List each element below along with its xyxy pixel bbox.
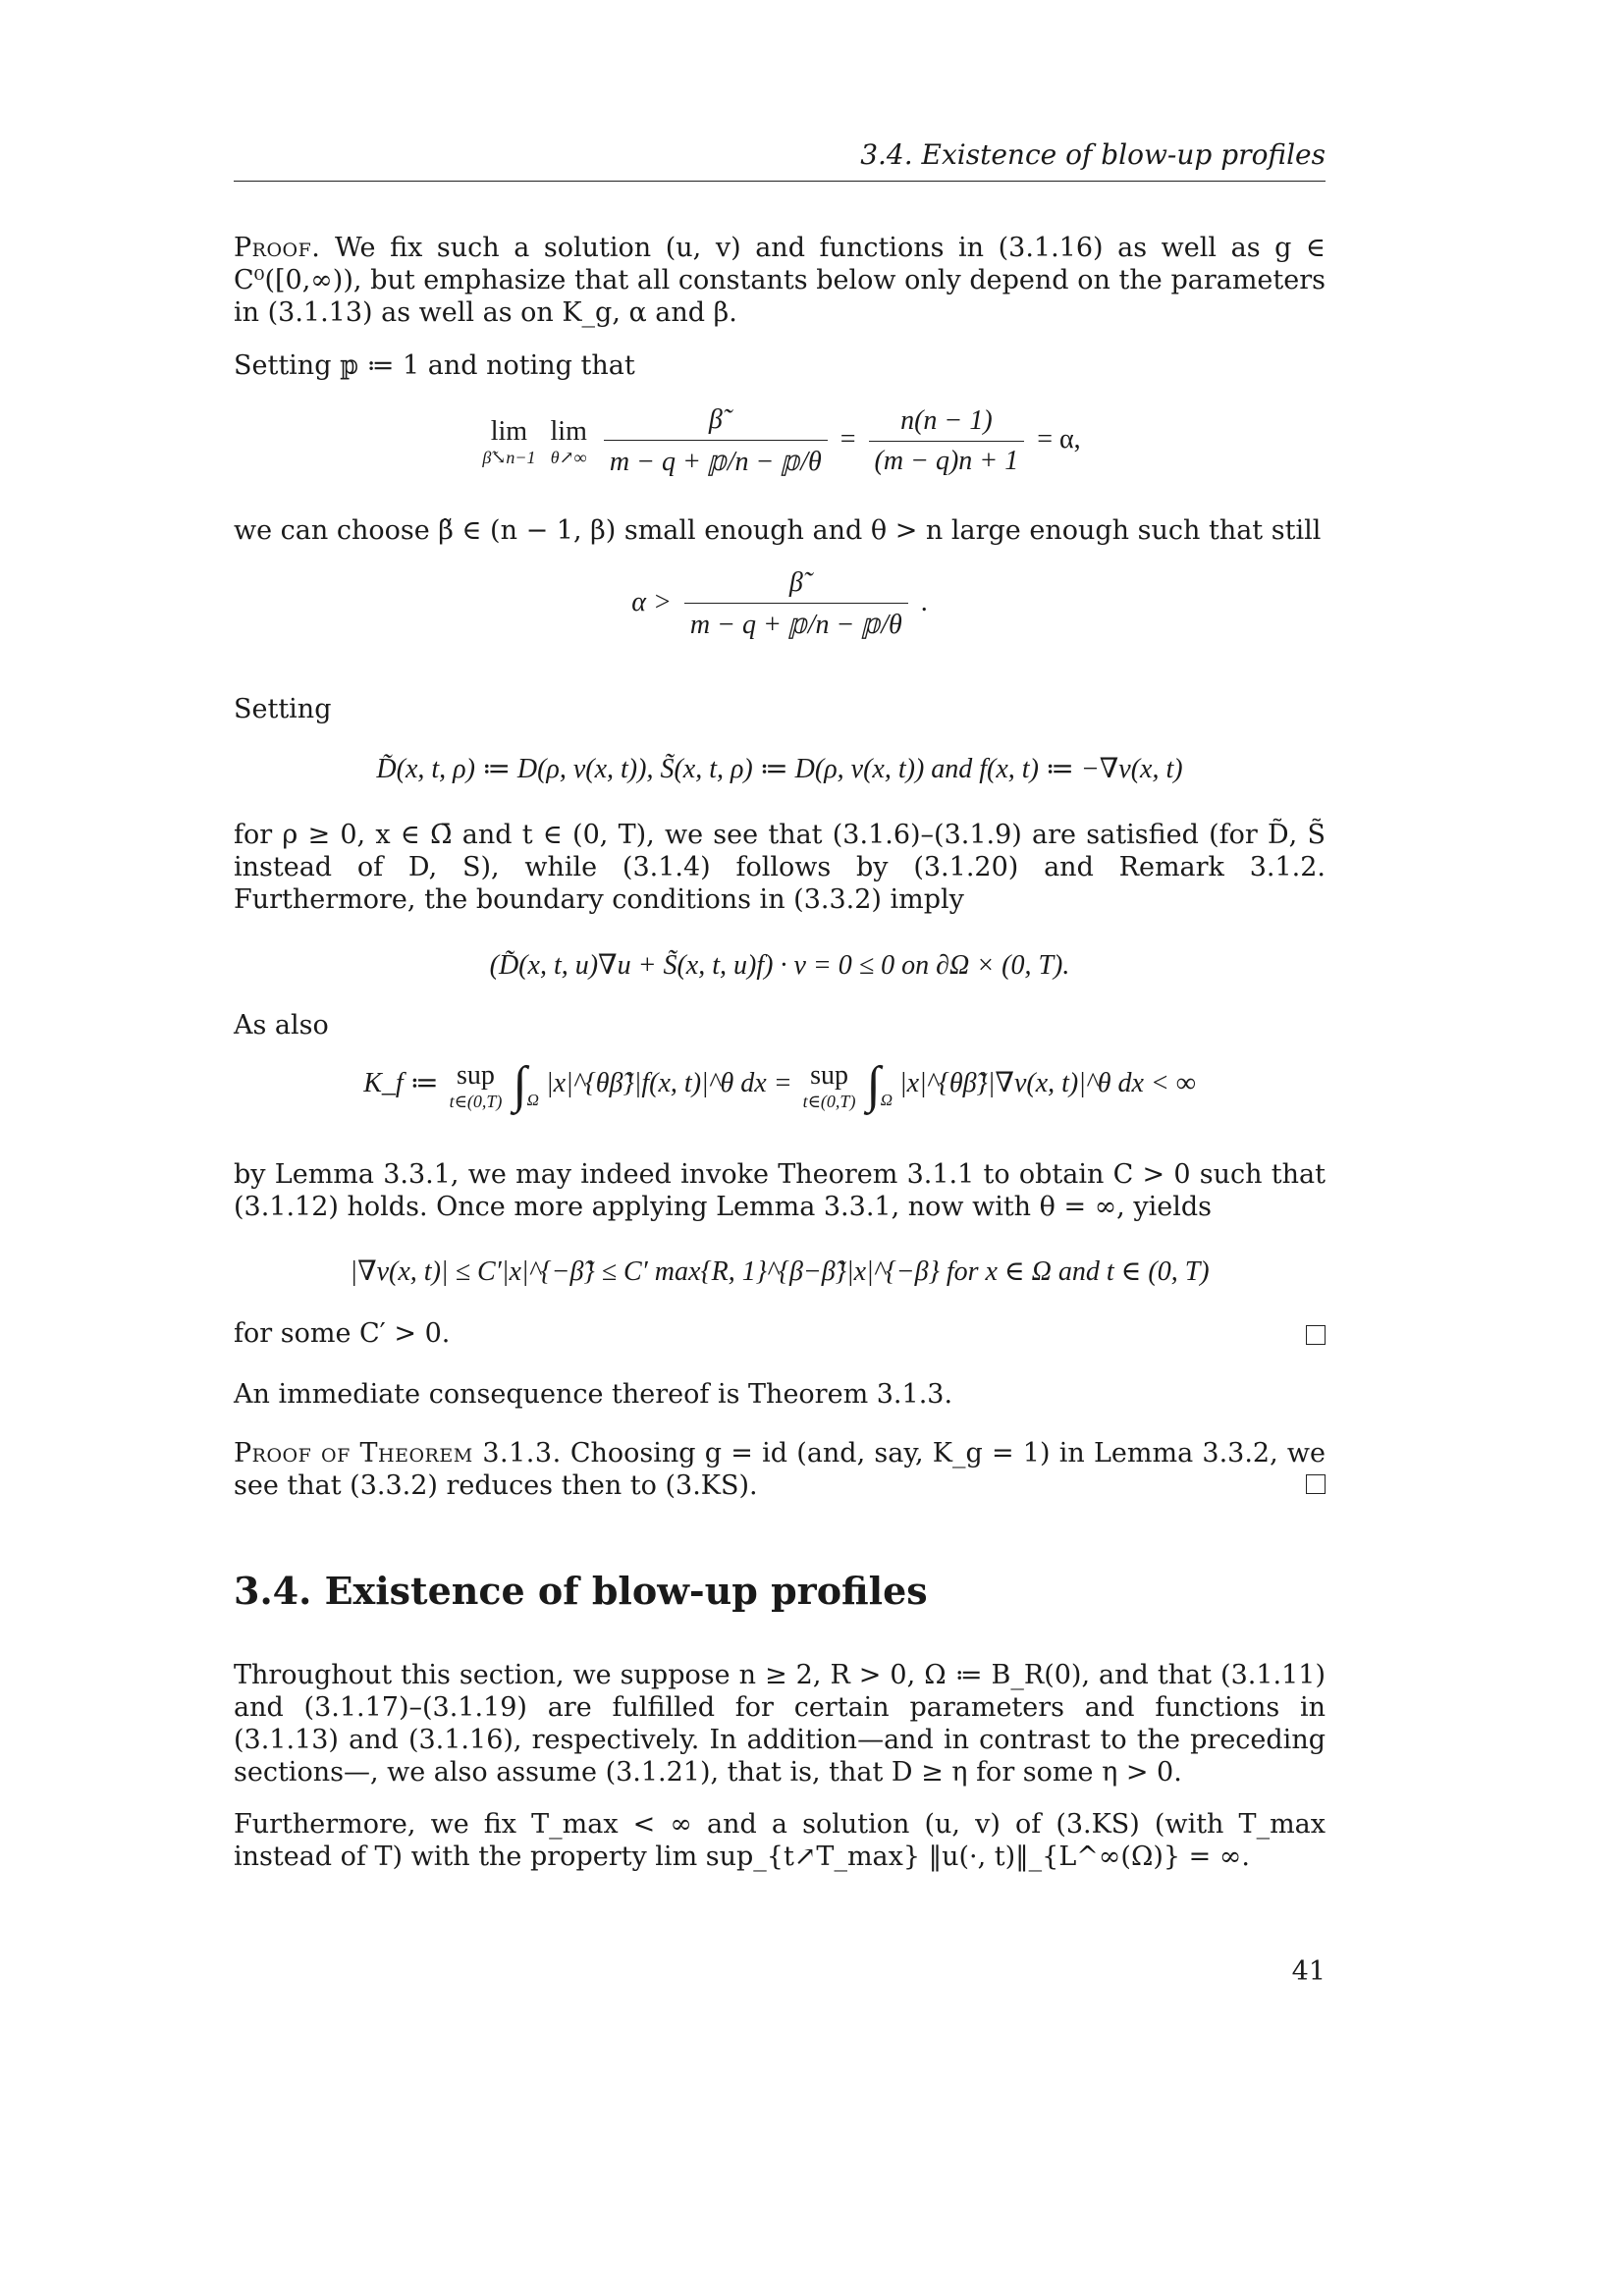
equation-kf-definition: K_f ≔ sup t∈(0,T) $\int_\Omega$ |x|^{θβ̃}|f(x, t)|^θ dx = sup t∈(0,T) $\int_\Omega$ |x|^{θβ̃}|∇v(x, t)|^θ dx < ∞	[363, 1057, 1196, 1113]
proof-paragraph-7: by Lemma 3.3.1, we may indeed invoke Theorem 3.1.1 to obtain C > 0 such that (3.1.12) holds. Once more applying Lemma 3.3.1, now with θ = ∞, yields	[234, 1159, 1326, 1222]
equation-alpha-bound: α > $\frac{\betã}{\text{m − q + 𝕡/n − 𝕡/θ}}$ .	[631, 567, 928, 640]
proof-paragraph-3: we can choose β̃ ∈ (n − 1, β) small enough and θ > n large enough such that still	[234, 515, 1322, 546]
sup-operator-2: sup t∈(0,T)	[802, 1059, 856, 1111]
proof-paragraph-2: Setting 𝕡 ≔ 1 and noting that	[234, 350, 635, 381]
qed-symbol-2	[1306, 1474, 1326, 1494]
fraction-1: $\frac{\betã}{\text{m − q + 𝕡/n − 𝕡/θ}}$	[604, 404, 828, 478]
section-paragraph-2: Furthermore, we fix T_max < ∞ and a solution (u, v) of (3.KS) (with T_max instead of T) with the property lim sup_{t↗T_max} ‖u(·, t)‖_{L^∞(Ω)} = ∞.	[234, 1809, 1326, 1872]
sup-operator-1: sup t∈(0,T)	[449, 1059, 503, 1111]
equation-boundary-condition: (D̃(x, t, u)∇u + S̃(x, t, u)f) · ν = 0 ≤ 0 on ∂Ω × (0, T).	[489, 950, 1070, 981]
section-heading: 3.4. Existence of blow-up profiles	[234, 1569, 928, 1613]
proof-text-1: We fix such a solution (u, v) and functions in (3.1.16) as well as g ∈ C⁰([0,∞)), but emphasize that all constants below only depend on the parameters in (3.1.13) as well as on K_g, α and β.	[234, 233, 1326, 328]
proof-paragraph-6: As also	[234, 1010, 329, 1041]
running-head	[234, 137, 1326, 182]
proof-theorem-label: Proof of Theorem 3.1.3.	[234, 1438, 562, 1468]
proof-paragraph-1	[234, 232, 1326, 329]
section-paragraph-1: Throughout this section, we suppose n ≥ 2, R > 0, Ω ≔ B_R(0), and that (3.1.11) and (3.1.17)–(3.1.19) are fulfilled for certain parameters and functions in (3.1.13) and (3.1.16), respectively. In addition—and in contrast to the preceding sections—, we also assume (3.1.21), that is, that D ≥ η for some η > 0.	[234, 1660, 1326, 1788]
equation-definitions: D̃(x, t, ρ) ≔ D(ρ, v(x, t)), S̃(x, t, ρ) ≔ D(ρ, v(x, t)) and f(x, t) ≔ −∇v(x, t)	[376, 754, 1183, 784]
lim-operator-2: lim θ↗∞	[550, 415, 587, 467]
integral-sign-1: ∫	[513, 1057, 527, 1113]
fraction-3: $\frac{\betã}{\text{m − q + 𝕡/n − 𝕡/θ}}$	[684, 567, 908, 641]
proof-label: Proof.	[234, 233, 321, 263]
proof-paragraph-5: for ρ ≥ 0, x ∈ Ω̄ and t ∈ (0, T), we see that (3.1.6)–(3.1.9) are satisfied (for D̃, S̃ instead of D, S), while (3.1.4) follows by (3.1.20) and Remark 3.1.2. Furthermore, the boundary conditions in (3.3.2) imply	[234, 820, 1326, 915]
equation-gradient-estimate: |∇v(x, t)| ≤ C′|x|^{−β̃} ≤ C′ max{R, 1}^{β−β̃}|x|^{−β} for x ∈ Ω and t ∈ (0, T)	[350, 1256, 1210, 1287]
running-head-title: 3.4. Existence of blow-up profiles	[860, 138, 1326, 171]
proof-theorem-text: Choosing g = id (and, say, K_g = 1) in Lemma 3.3.2, we see that (3.3.2) reduces then to (3.KS).	[234, 1438, 1326, 1501]
fraction-2: $\frac{n(n - 1)}{(m - q)n + 1}$	[869, 405, 1025, 477]
qed-symbol-1	[1306, 1325, 1326, 1345]
equation-limit: lim β̃↘n−1 lim θ↗∞ $\frac{\betã}{\text{m − q + 𝕡/n − 𝕡/θ}}$ = $\frac{n(n - 1)}{(m - q)n + 1}$ = α,	[482, 404, 1081, 477]
proof-theorem-paragraph	[234, 1437, 1326, 1502]
proof-paragraph-8: for some C′ > 0.	[234, 1318, 451, 1349]
integral-sign-2: ∫	[866, 1057, 881, 1113]
page-number: 41	[1291, 1956, 1326, 1987]
proof-paragraph-4: Setting	[234, 694, 332, 724]
lim-operator-1: lim β̃↘n−1	[482, 415, 536, 467]
proof-paragraph-9: An immediate consequence thereof is Theorem 3.1.3.	[234, 1379, 953, 1410]
